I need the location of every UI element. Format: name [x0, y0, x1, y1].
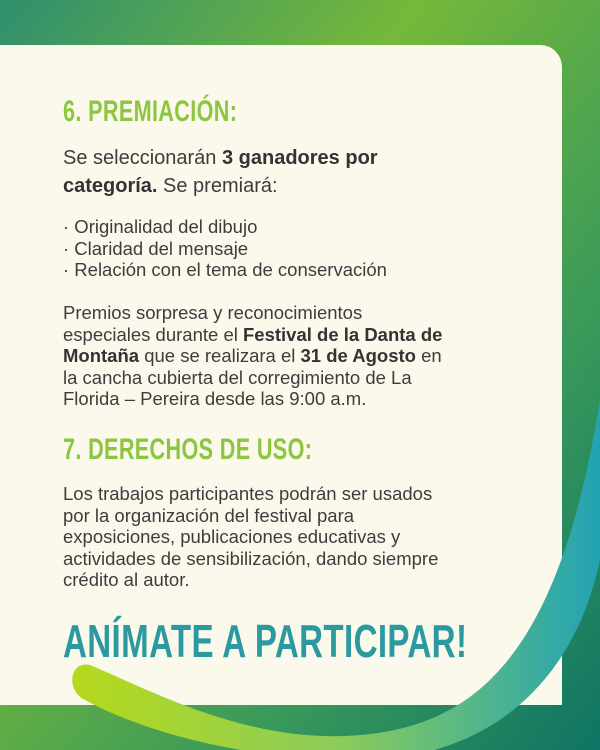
prizes-line: Montaña que se realizara el 31 de Agosto en: [63, 345, 442, 366]
rights-line: crédito al autor.: [63, 569, 190, 590]
prizes-line: especiales durante el Festival de la Danta de: [63, 323, 443, 345]
criteria-item: · Claridad del mensaje: [63, 237, 249, 259]
intro-line-2: categoría. Se premiará:: [63, 175, 278, 197]
criteria-item: · Relación con el tema de conservación: [63, 259, 387, 280]
prizes-line: la cancha cubierta del corregimiento de La: [63, 366, 412, 388]
prizes-line: Premios sorpresa y reconocimientos: [63, 302, 363, 323]
call-to-action: ANÍMATE A PARTICIPAR!: [63, 615, 468, 667]
rights-line: actividades de sensibilización, dando siempre: [63, 547, 439, 569]
criteria-item: · Originalidad del dibujo: [63, 216, 258, 237]
intro-line-1: Se seleccionarán 3 ganadores por: [63, 147, 378, 169]
section-6-title: 6. PREMIACIÓN:: [63, 95, 238, 128]
rights-line: exposiciones, publicaciones educativas y: [63, 526, 401, 547]
section-7-title: 7. DERECHOS DE USO:: [63, 433, 313, 466]
rights-line: por la organización del festival para: [63, 504, 355, 526]
rights-line: Los trabajos participantes podrán ser usados: [63, 483, 433, 504]
prizes-line: Florida – Pereira desde las 9:00 a.m.: [63, 388, 367, 409]
